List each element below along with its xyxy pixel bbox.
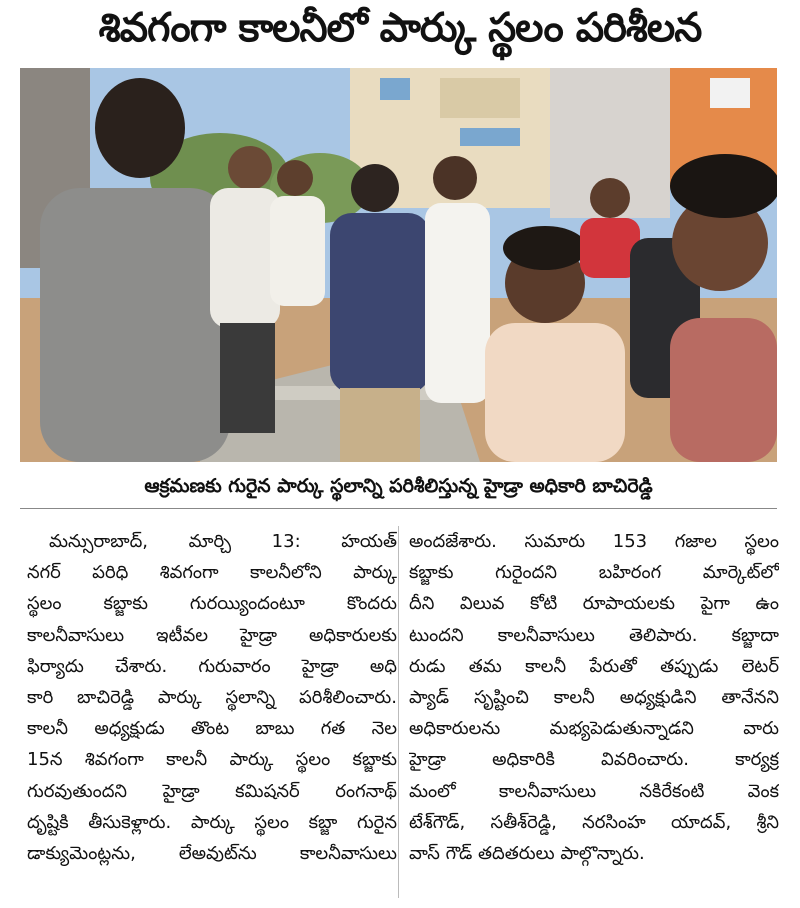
article-line: ప్యాడ్ సృష్టించి కాలనీ అధ్యక్షుడిని తానేనని bbox=[409, 686, 779, 708]
article-line: డాక్యుమెంట్లను, లేఅవుట్‌ను కాలనీవాసులు bbox=[27, 842, 397, 864]
article-line: హైడ్రా అధికారికి వివరించారు. కార్యక్ర bbox=[409, 749, 779, 771]
article-line: టుందని కాలనీవాసులు తెలిపారు. కబ్జాదా bbox=[409, 624, 779, 646]
article-line: 15న శివగంగా కాలనీ పార్కు స్థలం కబ్జాకు bbox=[27, 749, 397, 771]
article-line: నగర్ పరిధి శివగంగా కాలనీలోని పార్కు bbox=[27, 562, 397, 584]
article-line: ఫిర్యాదు చేశారు. గురువారం హైడ్రా అధి bbox=[27, 655, 397, 677]
article-column-left bbox=[27, 526, 397, 901]
article-line: రుడు తమ కాలనీ పేరుతో తప్పుడు లెటర్ bbox=[409, 655, 779, 677]
article-line: గురవుతుందని హైడ్రా కమిషనర్ రంగనాథ్ bbox=[27, 780, 397, 802]
article-line: కబ్జాకు గురైందని బహిరంగ మార్కెట్‌లో bbox=[409, 562, 779, 584]
article-line: కారి బాచిరెడ్డి పార్కు స్థలాన్ని పరిశీలించారు. bbox=[27, 686, 397, 708]
article-line: వాస్ గౌడ్ తదితరులు పాల్గొన్నారు. bbox=[409, 842, 645, 864]
article-line: దృష్టికి తీసుకెళ్లారు. పార్కు స్థలం కబ్జా గురైన bbox=[27, 811, 397, 833]
article-line: మంలో కాలనీవాసులు నకిరేకంటి వెంక bbox=[409, 780, 779, 802]
article-line: దీని విలువ కోటి రూపాయలకు పైగా ఉం bbox=[409, 593, 779, 615]
column-divider bbox=[398, 526, 399, 898]
article-line: స్థలం కబ్జాకు గురయ్యిందంటూ కొందరు bbox=[27, 593, 397, 615]
article-line: మన్సురాబాద్, మార్చి 13: హయత్ bbox=[49, 531, 397, 552]
article-column-right bbox=[409, 526, 779, 901]
article-line: అందజేశారు. సుమారు 153 గజాల స్థలం bbox=[409, 531, 779, 552]
headline: శివగంగా కాలనీలో పార్కు స్థలం పరిశీలన bbox=[98, 5, 702, 51]
article-line: అధికారులను మభ్యపెడుతున్నాడని వారు bbox=[409, 718, 779, 740]
photo-caption: ఆక్రమణకు గురైన పార్కు స్థలాన్ని పరిశీలిస్తున్న హైడ్రా అధికారి బాచిరెడ్డి bbox=[20, 468, 777, 509]
article-line: టేశ్‌గౌడ్, సతీశ్‌రెడ్డి, నరసింహ యాదవ్, శ్రీని bbox=[409, 811, 779, 833]
news-photo bbox=[20, 68, 777, 462]
article-line: కాలనీవాసులు ఇటీవల హైడ్రా అధికారులకు bbox=[27, 624, 397, 646]
article-line: కాలనీ అధ్యక్షుడు తొంట బాబు గత నెల bbox=[27, 718, 397, 740]
